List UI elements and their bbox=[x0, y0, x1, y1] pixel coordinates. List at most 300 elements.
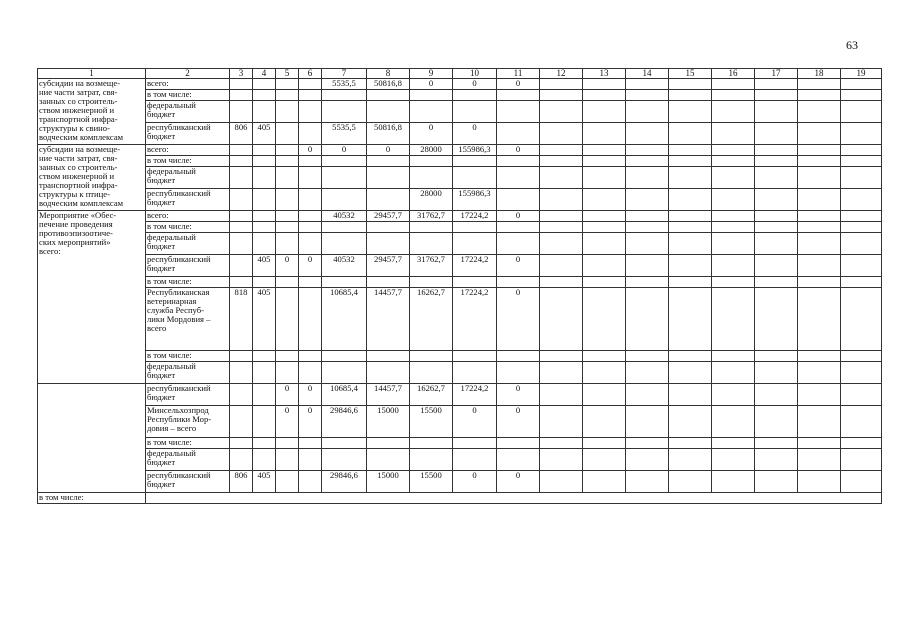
empty-cell bbox=[712, 384, 755, 406]
value-cell: 50816,8 bbox=[367, 123, 410, 145]
funding-source-label: республиканский бюджет bbox=[147, 188, 211, 208]
funding-source-label: республиканский бюджет bbox=[147, 254, 211, 274]
value-cell bbox=[367, 90, 410, 101]
value-cell bbox=[253, 233, 276, 255]
table-row bbox=[38, 167, 882, 189]
funding-source-cell bbox=[146, 233, 230, 255]
funding-source-label: всего: bbox=[147, 144, 169, 154]
value-cell: 14457,7 bbox=[367, 384, 410, 406]
value-cell bbox=[322, 156, 367, 167]
value-cell bbox=[230, 211, 253, 222]
table-row bbox=[38, 384, 882, 406]
value-cell bbox=[253, 156, 276, 167]
column-header: 16 bbox=[712, 69, 755, 79]
empty-cell bbox=[669, 156, 712, 167]
funding-source-cell bbox=[146, 384, 230, 406]
empty-cell bbox=[712, 211, 755, 222]
empty-cell bbox=[540, 351, 583, 362]
value-cell: 14457,7 bbox=[367, 288, 410, 351]
funding-source-cell bbox=[146, 288, 230, 351]
funding-source-cell bbox=[146, 145, 230, 156]
empty-cell bbox=[841, 90, 882, 101]
empty-cell bbox=[583, 362, 626, 384]
empty-cell bbox=[626, 471, 669, 493]
event-description-cell bbox=[38, 211, 146, 384]
empty-cell bbox=[712, 79, 755, 90]
empty-cell bbox=[669, 145, 712, 156]
value-cell: 0 bbox=[367, 145, 410, 156]
empty-cell bbox=[841, 222, 882, 233]
funding-source-label: федеральный бюджет bbox=[147, 232, 196, 252]
table-row bbox=[38, 255, 882, 277]
value-cell: 40532 bbox=[322, 211, 367, 222]
empty-cell bbox=[841, 156, 882, 167]
table-row bbox=[38, 406, 882, 438]
funding-source-label: в том числе: bbox=[147, 276, 192, 286]
empty-cell bbox=[841, 351, 882, 362]
table-row bbox=[38, 222, 882, 233]
empty-cell bbox=[798, 471, 841, 493]
event-description-cell bbox=[38, 384, 146, 493]
empty-cell bbox=[669, 90, 712, 101]
empty-cell bbox=[841, 277, 882, 288]
value-cell bbox=[453, 362, 497, 384]
empty-cell bbox=[540, 222, 583, 233]
table-row bbox=[38, 449, 882, 471]
empty-cell bbox=[755, 288, 798, 351]
value-cell: 155986,3 bbox=[453, 145, 497, 156]
empty-cell bbox=[669, 406, 712, 438]
value-cell bbox=[230, 233, 253, 255]
funding-source-cell bbox=[146, 471, 230, 493]
column-header: 18 bbox=[798, 69, 841, 79]
funding-source-cell bbox=[146, 277, 230, 288]
funding-source-cell bbox=[146, 438, 230, 449]
value-cell: 31762,7 bbox=[410, 255, 453, 277]
empty-cell bbox=[712, 101, 755, 123]
value-cell bbox=[230, 101, 253, 123]
empty-cell bbox=[540, 123, 583, 145]
value-cell bbox=[410, 156, 453, 167]
value-cell bbox=[253, 167, 276, 189]
funding-source-cell bbox=[146, 90, 230, 101]
value-cell: 806 bbox=[230, 471, 253, 493]
empty-cell bbox=[755, 90, 798, 101]
value-cell: 405 bbox=[253, 471, 276, 493]
value-cell: 0 bbox=[497, 145, 540, 156]
value-cell: 29846,6 bbox=[322, 406, 367, 438]
value-cell bbox=[230, 277, 253, 288]
empty-cell bbox=[798, 384, 841, 406]
empty-cell bbox=[798, 288, 841, 351]
empty-cell bbox=[841, 255, 882, 277]
empty-cell bbox=[669, 449, 712, 471]
value-cell bbox=[276, 222, 299, 233]
funding-source-label: всего: bbox=[147, 210, 169, 220]
value-cell bbox=[299, 211, 322, 222]
value-cell bbox=[230, 167, 253, 189]
value-cell bbox=[299, 288, 322, 351]
value-cell bbox=[230, 449, 253, 471]
value-cell: 29846,6 bbox=[322, 471, 367, 493]
value-cell bbox=[230, 362, 253, 384]
value-cell bbox=[322, 222, 367, 233]
table-row bbox=[38, 79, 882, 90]
value-cell bbox=[276, 362, 299, 384]
value-cell bbox=[367, 222, 410, 233]
empty-cell bbox=[755, 101, 798, 123]
empty-cell bbox=[669, 351, 712, 362]
column-header: 1 bbox=[38, 69, 146, 79]
value-cell bbox=[253, 222, 276, 233]
value-cell bbox=[299, 101, 322, 123]
value-cell bbox=[299, 471, 322, 493]
empty-cell bbox=[798, 351, 841, 362]
value-cell bbox=[276, 79, 299, 90]
empty-cell bbox=[798, 123, 841, 145]
value-cell bbox=[276, 156, 299, 167]
value-cell bbox=[497, 438, 540, 449]
value-cell bbox=[230, 189, 253, 211]
table-row bbox=[38, 101, 882, 123]
value-cell bbox=[367, 233, 410, 255]
value-cell: 29457,7 bbox=[367, 211, 410, 222]
value-cell bbox=[453, 167, 497, 189]
value-cell bbox=[453, 438, 497, 449]
empty-cell bbox=[712, 167, 755, 189]
column-header: 14 bbox=[626, 69, 669, 79]
funding-source-label: республиканский бюджет bbox=[147, 122, 211, 142]
column-header: 7 bbox=[322, 69, 367, 79]
value-cell bbox=[410, 449, 453, 471]
empty-cell bbox=[712, 255, 755, 277]
value-cell: 405 bbox=[253, 123, 276, 145]
value-cell bbox=[453, 90, 497, 101]
funding-source-label: федеральный бюджет bbox=[147, 166, 196, 186]
value-cell: 405 bbox=[253, 288, 276, 351]
funding-source-label: в том числе: bbox=[147, 155, 192, 165]
empty-cell bbox=[669, 384, 712, 406]
column-header: 5 bbox=[276, 69, 299, 79]
value-cell: 28000 bbox=[410, 145, 453, 156]
empty-cell bbox=[669, 79, 712, 90]
funding-source-cell bbox=[146, 449, 230, 471]
empty-cell bbox=[712, 277, 755, 288]
value-cell: 0 bbox=[276, 406, 299, 438]
empty-cell bbox=[755, 156, 798, 167]
value-cell: 0 bbox=[299, 255, 322, 277]
empty-cell bbox=[540, 471, 583, 493]
empty-cell bbox=[540, 438, 583, 449]
event-description-cell: в том числе: bbox=[38, 493, 146, 504]
value-cell: 0 bbox=[497, 79, 540, 90]
empty-cell bbox=[583, 90, 626, 101]
value-cell bbox=[322, 233, 367, 255]
empty-cell bbox=[626, 145, 669, 156]
table-row bbox=[38, 123, 882, 145]
empty-cell bbox=[712, 90, 755, 101]
value-cell bbox=[497, 222, 540, 233]
empty-cell bbox=[798, 233, 841, 255]
value-cell bbox=[497, 362, 540, 384]
value-cell: 16262,7 bbox=[410, 288, 453, 351]
value-cell: 15000 bbox=[367, 471, 410, 493]
empty-cell bbox=[798, 449, 841, 471]
value-cell bbox=[497, 189, 540, 211]
empty-cell bbox=[755, 471, 798, 493]
empty-cell bbox=[712, 222, 755, 233]
value-cell bbox=[367, 156, 410, 167]
value-cell: 17224,2 bbox=[453, 288, 497, 351]
value-cell: 0 bbox=[497, 255, 540, 277]
empty-cell bbox=[712, 189, 755, 211]
empty-cell bbox=[841, 471, 882, 493]
value-cell: 0 bbox=[299, 406, 322, 438]
value-cell bbox=[299, 222, 322, 233]
empty-cell bbox=[540, 362, 583, 384]
empty-cell bbox=[755, 384, 798, 406]
value-cell: 0 bbox=[276, 384, 299, 406]
empty-cell bbox=[583, 167, 626, 189]
funding-source-cell bbox=[146, 156, 230, 167]
funding-source-label: в том числе: bbox=[147, 89, 192, 99]
value-cell bbox=[276, 123, 299, 145]
empty-cell bbox=[669, 438, 712, 449]
funding-source-label: республиканский бюджет bbox=[147, 383, 211, 403]
value-cell bbox=[453, 277, 497, 288]
value-cell: 405 bbox=[253, 255, 276, 277]
column-header: 10 bbox=[453, 69, 497, 79]
value-cell bbox=[453, 101, 497, 123]
empty-cell bbox=[798, 156, 841, 167]
empty-cell bbox=[841, 167, 882, 189]
empty-cell bbox=[669, 211, 712, 222]
value-cell: 0 bbox=[453, 406, 497, 438]
value-cell bbox=[497, 449, 540, 471]
value-cell bbox=[299, 90, 322, 101]
column-header: 15 bbox=[669, 69, 712, 79]
value-cell bbox=[230, 156, 253, 167]
empty-cell bbox=[798, 167, 841, 189]
funding-source-cell bbox=[146, 351, 230, 362]
budget-table bbox=[37, 68, 882, 504]
empty-cell bbox=[841, 233, 882, 255]
funding-source-cell bbox=[146, 211, 230, 222]
empty-cell bbox=[669, 222, 712, 233]
table-row bbox=[38, 211, 882, 222]
empty-cell bbox=[841, 211, 882, 222]
value-cell bbox=[322, 362, 367, 384]
value-cell bbox=[367, 167, 410, 189]
table-row bbox=[38, 351, 882, 362]
empty-cell bbox=[583, 351, 626, 362]
empty-cell bbox=[583, 156, 626, 167]
value-cell bbox=[276, 233, 299, 255]
value-cell bbox=[253, 277, 276, 288]
header-row bbox=[38, 69, 882, 79]
empty-cell bbox=[540, 167, 583, 189]
empty-cell bbox=[755, 79, 798, 90]
event-description-cell bbox=[38, 145, 146, 211]
empty-cell bbox=[712, 362, 755, 384]
empty-cell bbox=[798, 438, 841, 449]
funding-source-cell bbox=[146, 79, 230, 90]
empty-cell bbox=[755, 189, 798, 211]
value-cell bbox=[410, 438, 453, 449]
funding-source-cell bbox=[146, 189, 230, 211]
empty-cell bbox=[583, 189, 626, 211]
value-cell: 0 bbox=[322, 145, 367, 156]
empty-cell bbox=[798, 101, 841, 123]
value-cell: 0 bbox=[299, 145, 322, 156]
value-cell bbox=[276, 277, 299, 288]
value-cell: 10685,4 bbox=[322, 384, 367, 406]
column-header: 2 bbox=[146, 69, 230, 79]
empty-cell bbox=[626, 233, 669, 255]
value-cell bbox=[299, 351, 322, 362]
value-cell bbox=[253, 101, 276, 123]
empty-cell bbox=[626, 362, 669, 384]
value-cell bbox=[322, 167, 367, 189]
empty-cell bbox=[798, 222, 841, 233]
value-cell: 0 bbox=[497, 471, 540, 493]
empty-cell bbox=[540, 233, 583, 255]
value-cell: 15500 bbox=[410, 471, 453, 493]
value-cell bbox=[453, 351, 497, 362]
value-cell bbox=[253, 79, 276, 90]
value-cell bbox=[276, 471, 299, 493]
empty-cell bbox=[626, 167, 669, 189]
empty-cell bbox=[755, 222, 798, 233]
empty-cell bbox=[540, 211, 583, 222]
empty-cell bbox=[798, 255, 841, 277]
value-cell: 0 bbox=[453, 123, 497, 145]
funding-source-label: в том числе: bbox=[147, 350, 192, 360]
value-cell bbox=[299, 189, 322, 211]
value-cell bbox=[367, 101, 410, 123]
value-cell bbox=[253, 189, 276, 211]
empty-cell bbox=[669, 362, 712, 384]
value-cell bbox=[322, 438, 367, 449]
empty-cell bbox=[626, 255, 669, 277]
value-cell: 31762,7 bbox=[410, 211, 453, 222]
value-cell bbox=[276, 438, 299, 449]
empty-cell bbox=[583, 79, 626, 90]
empty-cell bbox=[583, 449, 626, 471]
value-cell bbox=[453, 222, 497, 233]
empty-cell bbox=[583, 471, 626, 493]
value-cell: 5535,5 bbox=[322, 79, 367, 90]
value-cell bbox=[253, 145, 276, 156]
column-header: 13 bbox=[583, 69, 626, 79]
value-cell: 15500 bbox=[410, 406, 453, 438]
value-cell bbox=[230, 406, 253, 438]
empty-cell bbox=[841, 362, 882, 384]
event-description: субсидии на возмеще- ние части затрат, свя- занных со строитель- ством инженерной и транспортной инфра- структуры к птице- водческим комплексам bbox=[39, 144, 124, 209]
value-cell bbox=[299, 277, 322, 288]
value-cell bbox=[276, 351, 299, 362]
empty-cell bbox=[540, 449, 583, 471]
empty-cell bbox=[669, 288, 712, 351]
value-cell bbox=[299, 79, 322, 90]
funding-source-label: всего: bbox=[147, 78, 169, 88]
table-row bbox=[38, 362, 882, 384]
value-cell bbox=[253, 211, 276, 222]
value-cell bbox=[453, 449, 497, 471]
empty-cell bbox=[540, 255, 583, 277]
empty-cell bbox=[583, 145, 626, 156]
empty-cell bbox=[626, 211, 669, 222]
empty-cell bbox=[798, 406, 841, 438]
value-cell: 28000 bbox=[410, 189, 453, 211]
value-cell bbox=[497, 123, 540, 145]
empty-cell bbox=[540, 156, 583, 167]
value-cell bbox=[367, 351, 410, 362]
value-cell bbox=[299, 362, 322, 384]
empty-cell bbox=[669, 233, 712, 255]
empty-cell bbox=[755, 277, 798, 288]
empty-cell bbox=[583, 123, 626, 145]
value-cell bbox=[322, 189, 367, 211]
empty-cell bbox=[841, 406, 882, 438]
empty-cell bbox=[798, 189, 841, 211]
value-cell bbox=[322, 101, 367, 123]
value-cell: 17224,2 bbox=[453, 211, 497, 222]
empty-cell bbox=[669, 189, 712, 211]
empty-cell bbox=[712, 288, 755, 351]
page-number: 63 bbox=[846, 38, 858, 52]
empty-cell bbox=[841, 288, 882, 351]
empty-cell bbox=[669, 167, 712, 189]
value-cell bbox=[322, 351, 367, 362]
value-cell bbox=[453, 156, 497, 167]
value-cell: 155986,3 bbox=[453, 189, 497, 211]
value-cell bbox=[410, 351, 453, 362]
empty-cell bbox=[798, 211, 841, 222]
empty-cell bbox=[540, 288, 583, 351]
column-header: 17 bbox=[755, 69, 798, 79]
empty-cell bbox=[583, 101, 626, 123]
empty-cell bbox=[540, 90, 583, 101]
value-cell bbox=[276, 288, 299, 351]
empty-cell bbox=[540, 277, 583, 288]
value-cell bbox=[230, 79, 253, 90]
value-cell: 0 bbox=[453, 471, 497, 493]
empty-cell bbox=[540, 101, 583, 123]
empty-cell bbox=[626, 156, 669, 167]
value-cell bbox=[253, 351, 276, 362]
value-cell bbox=[410, 233, 453, 255]
value-cell bbox=[299, 123, 322, 145]
value-cell bbox=[276, 101, 299, 123]
funding-source-cell bbox=[146, 123, 230, 145]
value-cell bbox=[410, 222, 453, 233]
value-cell bbox=[497, 351, 540, 362]
empty-cell bbox=[712, 406, 755, 438]
value-cell bbox=[230, 255, 253, 277]
value-cell bbox=[322, 449, 367, 471]
empty-cell bbox=[755, 449, 798, 471]
value-cell bbox=[253, 362, 276, 384]
value-cell bbox=[410, 101, 453, 123]
empty-cell bbox=[755, 167, 798, 189]
value-cell bbox=[497, 167, 540, 189]
value-cell bbox=[276, 167, 299, 189]
value-cell bbox=[299, 156, 322, 167]
value-cell bbox=[253, 384, 276, 406]
empty-cell bbox=[712, 123, 755, 145]
empty-cell bbox=[583, 233, 626, 255]
